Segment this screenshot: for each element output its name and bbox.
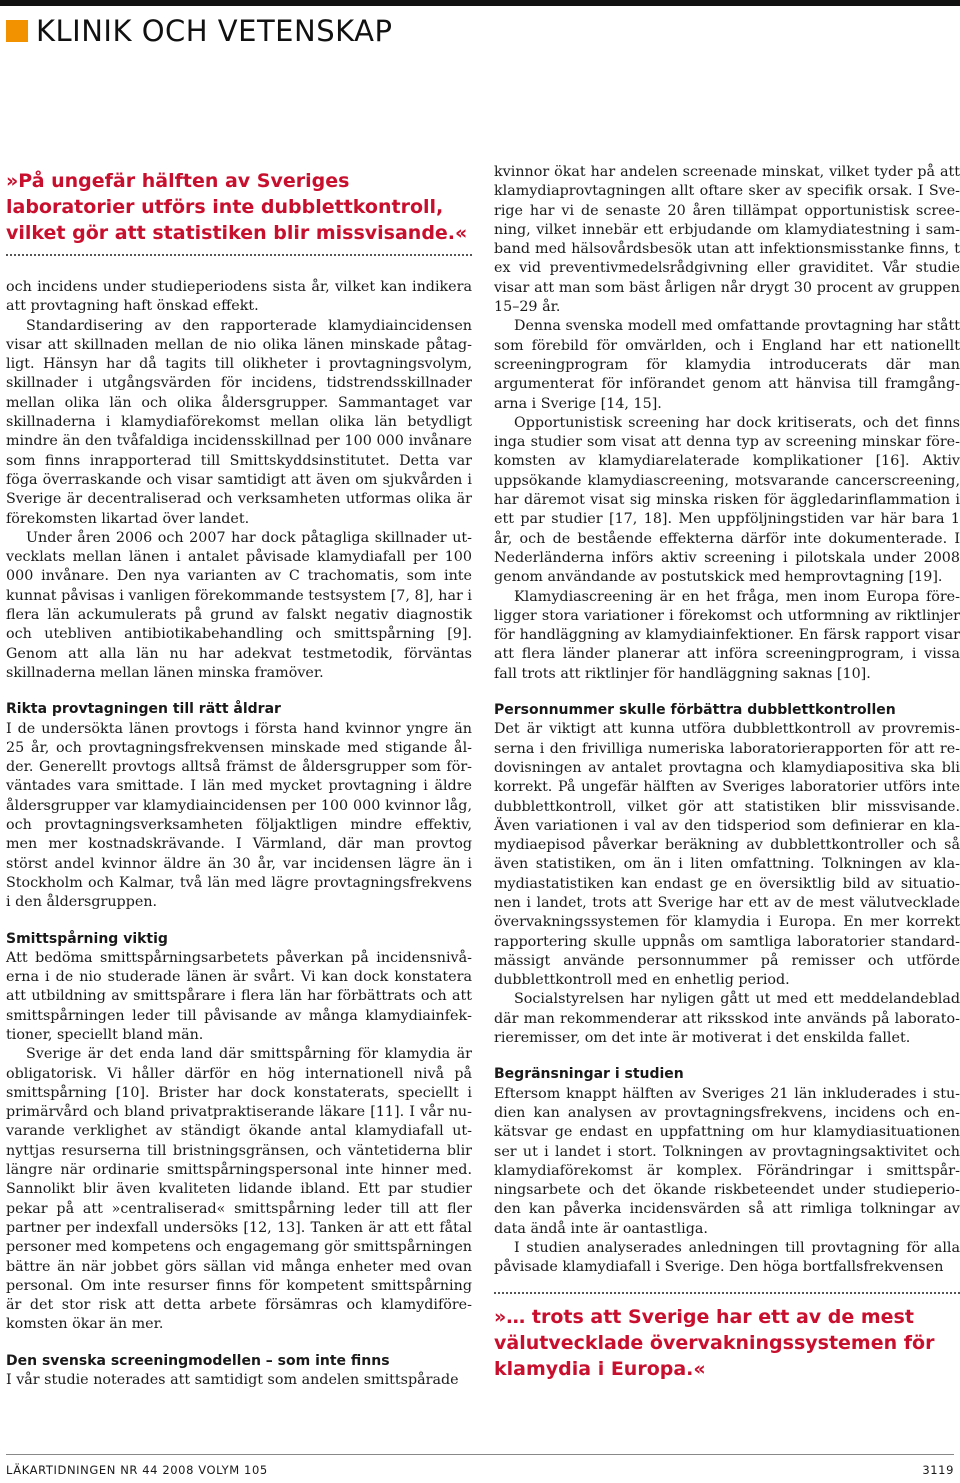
paragraph: kvinnor ökat har andelen screenade minskat, vilket tyder på att klamydiaprovtagningen allt oftare sker av specifik orsak. I Sverige har vi de senaste 20 åren tillämpat opportunistisk screening, vilket innebär ett erbjudande om klamydiatestning i samband med hälsovårdsbesök utan att infektionsmisstanke finns, t ex vid preventivmedelsrådgivning eller graviditet. Vår studie visar att man som bäst årligen når drygt 30 procent av gruppen 15–29 år. [494, 164, 960, 316]
subheading: Den svenska screeningmodellen – som inte finns [6, 1352, 390, 1369]
subheading: Smittspårning viktig [6, 930, 168, 947]
paragraph: I de undersökta länen provtogs i första hand kvinnor yngre än 25 år, och provtagningsfrekvensen minskade med stigande ålder. Generellt provtogs alltså främst de åldersgrupper som förväntades vara smittade. I län med mycket provtagning i äldre åldersgrupper var klamydiaincidensen per 100 000 kvinnor låg, och provtagningsverksamheten följaktligen mindre effektiv, men mer kostnadskrävande. I Värmland, där man provtog störst andel kvinnor äldre än 30 år, var incidensen lägre än i Stockholm och Kalmar, två län med lägre provtagningsfrekvens i den åldersgruppen. [6, 720, 472, 911]
journal-info: LÄKARTIDNINGEN NR 44 2008 VOLYM 105 [6, 1463, 268, 1477]
paragraph: Klamydiascreening är en het fråga, men inom Europa föreligger stora variationer i förekomst och utformning av riktlinjer för handläggning av klamydiainfektioner. En färsk rapport visar att flera länder planerar att införa screeningprogram, i vissa fall trots att riktlinjer för handläggning saknas [10]. [494, 588, 960, 682]
pullquote-left: »På ungefär hälften av Sveriges laboratorier utförs inte dubblettkontroll, vilket gör att statistiken blir missvisande.« [6, 168, 472, 256]
paragraph: I vår studie noterades att samtidigt som andelen smittspårade [6, 1372, 459, 1389]
page-footer [6, 1454, 954, 1477]
paragraph: Eftersom knappt hälften av Sveriges 21 län inkluderades i studien kan analysen av provtagningsfrekvens, incidens och enkätsvar ge endast en uppfattning om hur klamydiasituationen ser ut i landet i stort. Tolkningen av provtagningsaktivitet och klamydiaförekomst är komplex. Förändringar i smittspårningsarbete och det ökande riskbeteendet under studieperioden kan påverka incidensvärden så att rimliga tolkningar av data ändå inte är oantastliga. [494, 1085, 960, 1237]
paragraph: Socialstyrelsen har nyligen gått ut med ett meddelandeblad där man rekommenderar att riksskod inte används på laboratorieremisser, om det inte är motiverat i det enskilda fallet. [494, 991, 960, 1047]
paragraph: Denna svenska modell med omfattande provtagning har stått som förebild för omvärlden, och i England har ett nationellt screeningprogram för klamydia introducerats där man argumenterat för införandet genom att hänvisa till framgångarna i Sverige [14, 15]. [494, 318, 960, 412]
top-rule [0, 0, 960, 6]
page-number: 3119 [922, 1463, 954, 1477]
subheading: Begränsningar i studien [494, 1066, 684, 1083]
section-title: KLINIK OCH VETENSKAP [36, 14, 393, 48]
paragraph: I studien analyserades anledningen till provtagning för alla påvisade klamydiafall i Sverige. Den höga bortfallsfrekvensen [494, 1240, 960, 1276]
section-header [6, 14, 392, 48]
left-column [6, 168, 472, 1390]
paragraph: och incidens under studieperiodens sista år, vilket kan indikera att provtagning haft önskad effekt. [6, 279, 472, 315]
paragraph: Opportunistisk screening har dock kritiserats, och det finns inga studier som visat att denna typ av screening minskar förekomsten av klamydiarelaterade komplikationer [16]. Aktiv uppsökande klamydiascreening, motsvarande cancerscreening, har däremot visat sig minska risken för äggledarinflammation i ett par studier [17, 18]. Men uppföljningstiden var här bara 1 år, och de bestående effekterna därför inte dokumenterade. I Nederländerna införs aktiv screening i pilotskala under 2008 genom användande av postutskick med hemprovtagning [19]. [494, 414, 960, 586]
section-marker-square [6, 20, 28, 42]
right-column [494, 163, 960, 1382]
paragraph: Att bedöma smittspårningsarbetets påverkan på incidensnivåerna i de nio studerade länen är svårt. Vi kan dock konstatera att utbildning av smittspårare i flera län har förbättrats och att smittspårningen leder till påvisande av många klamydiainfektioner, speciellt bland män. [6, 949, 472, 1043]
paragraph: Det är viktigt att kunna utföra dubblettkontroll av provremisserna i den frivilliga numeriska laboratorierapporten för att redovisningen av antalet provtagna och klamydiapositiva ska bli korrekt. På ungefär hälften av Sveriges laboratorier utförs inte dubblettkontroll, vilket gör att statistiken blir missvisande. Även variationen i val av den tidsperiod som definierar en klamydiaepisod påverkar beräkning av dubblettkontroller och så även statistiken, om än i liten omfattning. Tolkningen av klamydiastatistiken kan endast ge en översiktlig bild av situationen i landet, trots att Sverige har ett av de mest välutvecklade övervakningssystemen för klamydia i Europa. En mer korrekt rapportering skulle uppnås om samtliga laboratorier standardmässigt använde personnummer på remisser och utförde dubblettkontroll med en enhetlig period. [494, 721, 960, 989]
pullquote-right: »… trots att Sverige har ett av de mest välutvecklade övervakningssystemen för klamydia i Europa.« [494, 1292, 960, 1382]
subheading: Personnummer skulle förbättra dubblettkontrollen [494, 702, 896, 719]
paragraph: Sverige är det enda land där smittspårning för klamydia är obligatorisk. Vi håller därför en hög internationell nivå på smittspårning [10]. Brister har dock konstaterats, speciellt i primärvård och bland privatpraktiserande läkare [11]. I vår nuvarande verklighet av ständigt ökande antal klamydiafall utnyttjas resurserna till bristningsgränsen, och väntetiderna blir längre när ordinarie smittspårningspersonal inte hinner med. Sannolikt blir även kvaliteten lidande ibland. Ett par studier pekar på att »centraliserad« smittspårning leder till att fler partner per indexfall undersöks [12, 13]. Tanken är att ett fåtal personer med kompetens och engagemang gör smittspårningen bättre än när jobbet görs sällan vid många enheter med ovan personal. Om inte resurser finns för kompetent smittspårning är det stor risk att detta arbete försämras och klamydiförekomsten ökar än mer. [6, 1046, 472, 1333]
subheading: Rikta provtagningen till rätt åldrar [6, 701, 281, 718]
paragraph: Under åren 2006 och 2007 har dock påtagliga skillnader utvecklats mellan länen i antalet påvisade klamydiafall per 100 000 invånare. Den nya varianten av C trachomatis, som inte kunnat påvisas i vanligen förekommande testsystem [7, 8], har i flera län ackumulerats på grund av falskt negativ diagnostik och utebliven antibiotikabehandling och smittspårning [9]. Genom att alla län nu har adekvat testmetodik, förväntas skillnaderna mellan länen minska framöver. [6, 529, 472, 681]
paragraph: Standardisering av den rapporterade klamydiaincidensen visar att skillnaden mellan de nio olika länen minskade påtagligt. Hänsyn har då tagits till olikheter i provtagningsvolym, skillnader i utgångsvärden för incidens, tidstrendsskillnader mellan olika län och olika åldersgrupper. Sammantaget var skillnaderna i klamydiaförekomst mellan olika län betydligt mindre än den tvåfaldiga incidensskillnad per 100 000 invånare som finns inrapporterad till Smittskyddsinstitutet. Detta var föga överraskande och visar samtidigt att även om sjukvården i Sverige är decentraliserad och verksamheten utformas olika är förekomsten likartad över landet. [6, 317, 472, 527]
